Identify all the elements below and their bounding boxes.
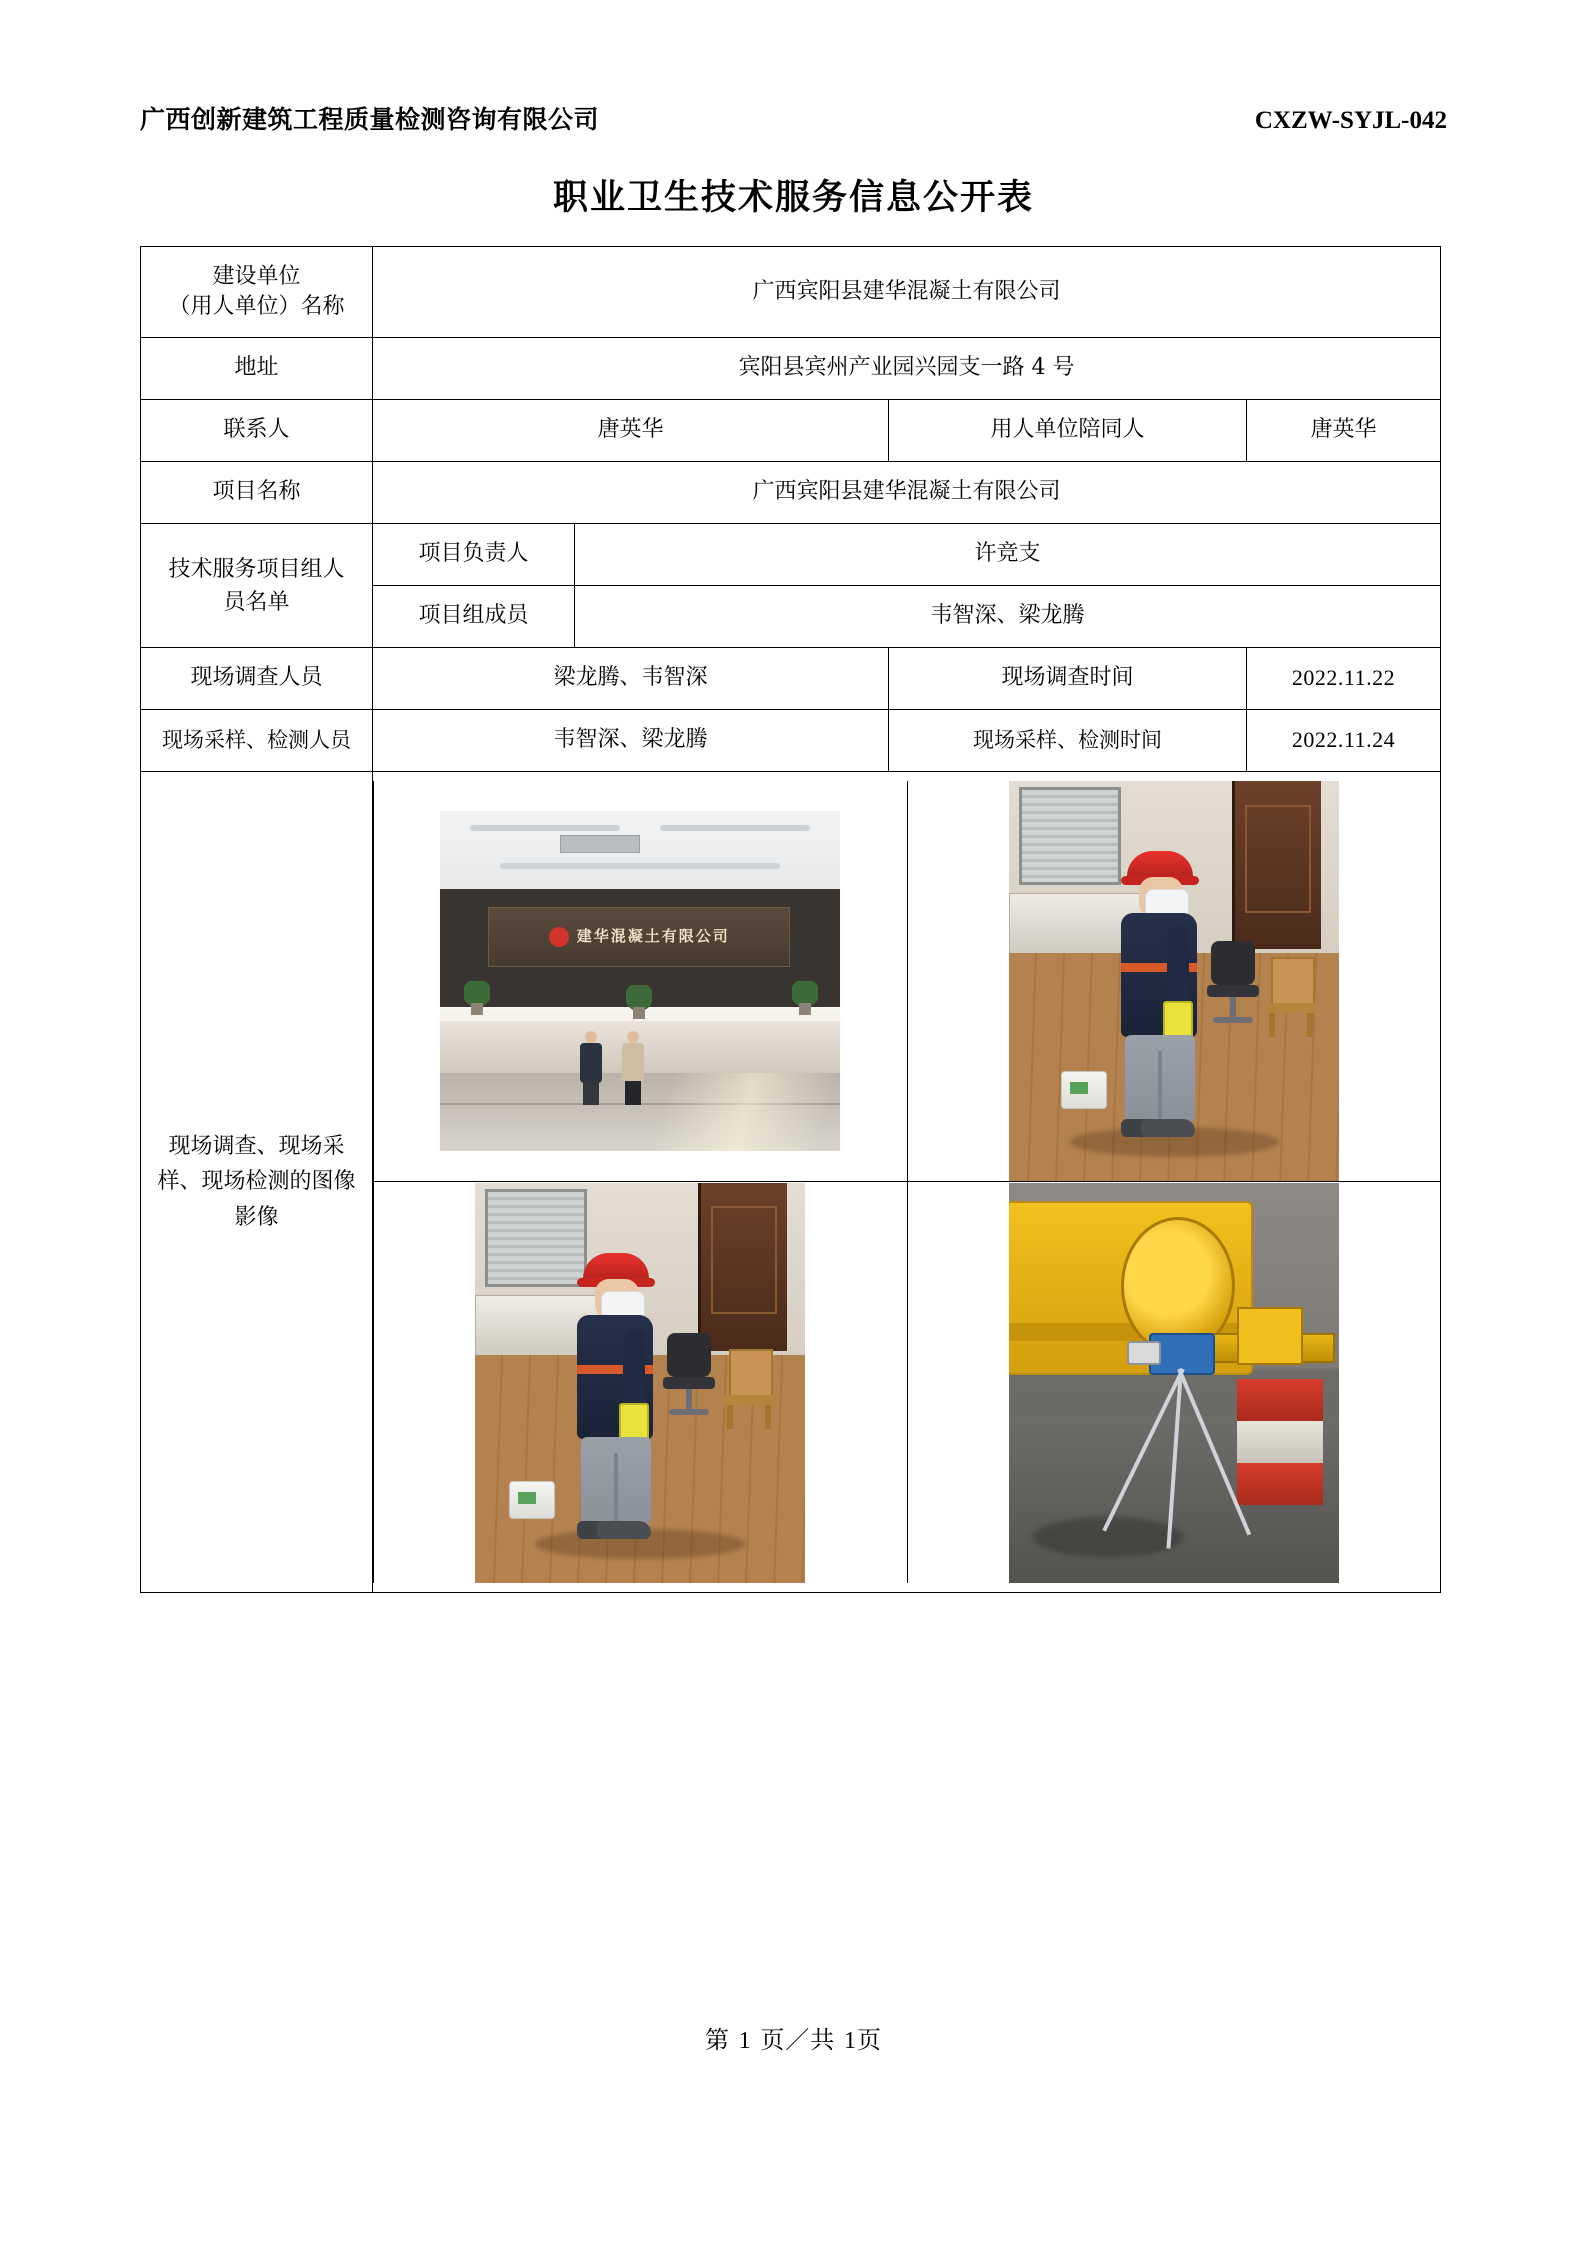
- photo-detection-equipment: [1009, 1183, 1339, 1583]
- chair-leg: [1307, 1013, 1313, 1037]
- table-row-images: [141, 772, 1441, 1593]
- head: [585, 1031, 597, 1043]
- sunlight-glow: [440, 1073, 840, 1151]
- footer-prefix: 第: [705, 2026, 731, 2054]
- escort-value: 唐英华: [1247, 400, 1441, 462]
- ceiling-light: [500, 863, 780, 869]
- photo-grid: [373, 781, 1440, 1583]
- tripod-leg: [1177, 1368, 1251, 1535]
- table-row: [141, 524, 1441, 586]
- chair-stem: [686, 1389, 692, 1411]
- instrument-sensor: [1127, 1341, 1161, 1365]
- images-label-line2: 样、现场检测的图像: [157, 1169, 356, 1195]
- door: [698, 1183, 787, 1351]
- company-logo-icon: [549, 927, 569, 947]
- chair-back: [729, 1349, 773, 1399]
- chair-base: [1213, 1017, 1253, 1023]
- sampling-time-value: 2022.11.24: [1247, 710, 1441, 772]
- row-label-team: [141, 524, 373, 648]
- row-label-project: 项目名称: [141, 462, 373, 524]
- chair-back: [1271, 957, 1315, 1007]
- chair-base: [669, 1409, 709, 1415]
- row-label-survey-time: 现场调查时间: [889, 648, 1247, 710]
- sample-bag: [509, 1481, 555, 1519]
- leader-value: 许竞支: [575, 524, 1441, 586]
- row-label-escort: 用人单位陪同人: [889, 400, 1247, 462]
- potted-plant: [626, 985, 652, 1019]
- team-label-line1: 技术服务项目组人: [168, 556, 345, 582]
- chair-seat: [1207, 985, 1259, 997]
- measurement-tripod: [1101, 1333, 1271, 1553]
- chair-back: [667, 1333, 711, 1377]
- row-label-sampling-time: 现场采样、检测时间: [889, 710, 1247, 772]
- table-row: [141, 338, 1441, 400]
- row-label-members: 项目组成员: [373, 586, 575, 648]
- wooden-chair: [1265, 957, 1317, 1037]
- contact-value: 唐英华: [373, 400, 889, 462]
- chair-seat: [663, 1377, 715, 1389]
- row-label-employer: [141, 247, 373, 338]
- footer-middle: 页／共: [760, 2026, 836, 2054]
- table-row: [141, 648, 1441, 710]
- office-chair: [1205, 941, 1261, 1027]
- company-name: 广西创新建筑工程质量检测咨询有限公司: [140, 105, 600, 134]
- images-label-line1: 现场调查、现场采: [168, 1134, 345, 1160]
- chair-back: [1211, 941, 1255, 985]
- photo-site-survey-lobby: [440, 811, 840, 1151]
- team-label-line2: 员名单: [223, 589, 290, 615]
- chair-seat: [1265, 1003, 1317, 1013]
- potted-plant: [464, 981, 490, 1015]
- project-value: 广西宾阳县建华混凝土有限公司: [373, 462, 1441, 524]
- door: [1232, 781, 1321, 949]
- employer-value: 广西宾阳县建华混凝土有限公司: [373, 247, 1441, 338]
- sampling-people-value: 韦智深、梁龙腾: [373, 710, 889, 772]
- shoe: [1141, 1119, 1195, 1137]
- photo-slot-1: [373, 781, 907, 1182]
- footer-page-number: 1: [738, 2028, 752, 2054]
- page-title: 职业卫生技术服务信息公开表: [552, 177, 1034, 218]
- worker-figure: [561, 1253, 669, 1553]
- survey-time-value: 2022.11.22: [1247, 648, 1441, 710]
- chair-stem: [1230, 997, 1236, 1019]
- photo-sampling-worker-1: [1009, 781, 1339, 1181]
- company-signboard: [488, 907, 790, 967]
- employer-label-line1: 建设单位: [212, 264, 301, 290]
- photo-slot-4: [907, 1182, 1441, 1583]
- wooden-chair: [723, 1349, 775, 1429]
- employer-label-line2: （用人单位）名称: [168, 294, 345, 319]
- row-label-images: [141, 772, 373, 1593]
- office-chair: [661, 1333, 717, 1419]
- worker-figure: [1105, 851, 1213, 1151]
- members-value: 韦智深、梁龙腾: [575, 586, 1441, 648]
- info-disclosure-table: [140, 246, 1441, 1593]
- address-value: 宾阳县宾州产业园兴园支一路 4 号: [373, 338, 1441, 400]
- leg-split: [1158, 1051, 1162, 1121]
- row-label-leader: 项目负责人: [373, 524, 575, 586]
- images-container: [373, 772, 1441, 1593]
- photo-sampling-worker-2: [475, 1183, 805, 1583]
- row-label-survey-people: 现场调查人员: [141, 648, 373, 710]
- sampling-device: [619, 1403, 649, 1441]
- survey-people-value: 梁龙腾、韦智深: [373, 648, 889, 710]
- footer-total-pages: 1页: [843, 2028, 882, 2054]
- table-row: [141, 710, 1441, 772]
- shoe: [597, 1521, 651, 1539]
- table-row: [141, 247, 1441, 338]
- chair-seat: [723, 1395, 775, 1405]
- row-label-sampling-people: 现场采样、检测人员: [141, 710, 373, 772]
- images-label-line3: 影像: [234, 1204, 279, 1230]
- photo-slot-3: [373, 1182, 907, 1583]
- row-label-address: 地址: [141, 338, 373, 400]
- leg-split: [614, 1453, 618, 1523]
- chair-leg: [1269, 1013, 1275, 1037]
- head: [627, 1031, 639, 1043]
- signboard-text: 建华混凝土有限公司: [576, 927, 730, 946]
- chair-leg: [765, 1405, 771, 1429]
- document-header: [140, 100, 1447, 136]
- document-code: CXZW-SYJL-042: [1254, 107, 1447, 134]
- table-row: [141, 400, 1441, 462]
- air-vent: [560, 835, 640, 853]
- row-label-contact: 联系人: [141, 400, 373, 462]
- photo-slot-2: [907, 781, 1441, 1182]
- potted-plant: [792, 981, 818, 1015]
- ceiling-light: [470, 825, 620, 831]
- chair-leg: [727, 1405, 733, 1429]
- ceiling: [440, 811, 840, 889]
- sample-bag: [1061, 1071, 1107, 1109]
- table-row: [141, 462, 1441, 524]
- ceiling-light: [660, 825, 810, 831]
- page-footer: [0, 2020, 1587, 2055]
- sampling-device: [1163, 1001, 1193, 1039]
